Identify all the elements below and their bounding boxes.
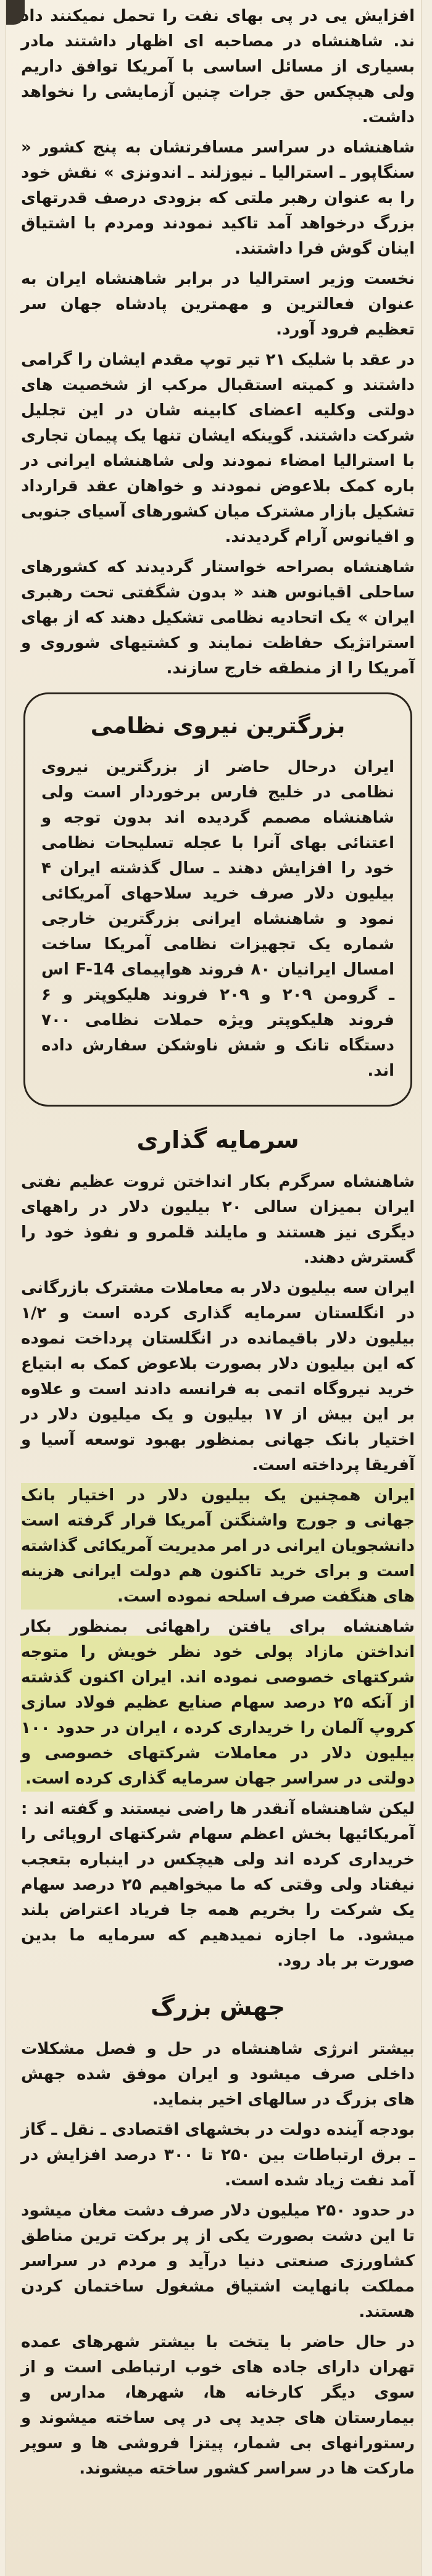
paragraph: نخست وزیر استرالیا در برابر شاهنشاه ایران به عنوان فعالترین و مهمترین پادشاه جهان سر تعظیم فرود آورد. [21,270,415,339]
intro-section [21,0,415,681]
newspaper-clipping [6,0,421,2576]
big-leap-section [21,1988,415,2482]
paragraph: بودجه آینده دولت در بخشهای اقتصادی ـ نقل ـ گاز ـ برق ارتباطات بین ۲۵۰ تا ۳۰۰ درصد افزایش در آمد نفت زیاد شده است. [21,2121,415,2190]
paragraph: ایران درحال حاضر از بزرگترین نیروی نظامی در خلیج فارس برخوردار است ولی شاهنشاه مصمم گردیده اند بدون توجه و اعتنائی بهای آنرا با عجله تسلیحات نظامی خود را افزایش دهند ـ سال گذشته ایران ۴ بیلیون دلار صرف خرید سلاحهای آمریکائی نمود و شاهنشاه ایرانی بزرگترین خارجی شماره یک تجهیزات نظامی آمریکا ساخت امسال ایرانیان ۸۰ فروند هواپیمای F-14 اس ـ گرومن ۲۰۹ و ۲۰۹ فروند هلیکوپتر و ۶ فروند هلیکوپتر ویژه حملات نظامی ۷۰۰ دستگاه تانک و شش ناوشکن سفارش داده اند. [41,758,395,1080]
paragraph: شاهنشاه سرگرم بکار انداختن ثروت عظیم نفتی ایران بمیزان سالی ۲۰ بیلیون دلار در راههای دیگری نیز هستند و مایلند قلمرو و نفوذ خود را گسترش دهند. [21,1173,415,1267]
paragraph: بیشتر انرژی شاهنشاه در حل و فصل مشکلات داخلی صرف میشود و ایران موفق شده جهش های بزرگ در سالهای اخیر بنماید. [21,2040,415,2109]
section-heading: بزرگترین نیروی نظامی [90,713,346,739]
paragraph: شاهنشاه در سراسر مسافرتشان به پنج کشور « سنگاپور ـ استرالیا ـ نیوزلند ـ اندونزی » نقش خود را به عنوان رهبر ملتی که بزودی درصف قدرتهای بزرگ درخواهد آمد تاکید نمودند ومردم با اشتیاق اینان گوش فرا داشتند. [21,138,415,258]
section-heading: سرمایه گذاری [136,1126,299,1153]
paragraph: در عقد با شلیک ۲۱ تیر توپ مقدم ایشان را گرامی داشتند و کمیته استقبال مرکب از شخصیت های دولتی وکلیه اعضای کابینه شان در این تجلیل شرکت داشتند. گوینکه ایشان تنها یک پیمان تجاری با استرالیا امضاء نمودند ولی شاهنشاه ایرانی در باره کمک بلاعوض نمودند و خواهان عقد قرارداد تشکیل بازار مشترک میان کشورهای آسیای جنوبی و اقیانوس آرام گردیدند. [21,351,415,546]
paragraph: شاهنشاه برای یافتن راههائی بمنظور بکار انداختن مازاد پولی خود نظر خویش را متوجه شرکتهای خصوصی نموده اند. ایران اکنون گذشته از آنکه ۲۵ درصد سهام صنایع عظیم فولاد سازی کروپ آلمان را خریداری کرده ، ایران در حدود ۱۰۰ بیلیون دلار در معاملات شرکتهای خصوصی و دولتی در سراسر جهان سرمایه گذاری کرده است. [21,1614,415,1792]
paragraph: در حال حاضر با یتخت با بیشتر شهرهای عمده تهران دارای جاده های خوب ارتباطی است و از سوی دیگر کارخانه ها، شهرها، مدارس و بیمارستان های جدید پی در پی ساخته میشوند و رستورانهای بی شمار، پیتزا فروشی ها و سوپر مارکت ها در سراسر کشور ساخته میشوند. [21,2333,415,2478]
paragraph: شاهنشاه بصراحه خواستار گردیدند که کشورهای ساحلی اقیانوس هند « بدون شگفتی تحت رهبری ایران » یک اتحادیه نظامی تشکیل دهند که از بهای استراتژیک حفاظت نمایند و کشتیهای شوروی و آمریکا را از منطقه خارج سازند. [21,558,415,678]
section-heading: جهش بزرگ [150,1993,286,2021]
investment-section [21,1121,415,1974]
paragraph: ایران همچنین یک بیلیون دلار در اختیار بانک جهانی و جورج واشنگتن آمریکا قرار گرفته است دانشجویان ایرانی در امر مدیریت آمریکائی گذاشته است و برای خرید تاکنون هم دولت ایرانی هزینه های هنگفت صرف اسلحه نموده است. [21,1483,415,1610]
paragraph: در حدود ۲۵۰ میلیون دلار صرف دشت مغان میشود تا این دشت بصورت یکی از پر برکت ترین مناطق کشاورزی صنعتی دنیا درآید و مردم در سراسر مملکت بانهایت اشتیاق مشغول ساختمان کردن هستند. [21,2201,415,2321]
paragraph: افزایش یی در پی بهای نفت را تحمل نمیکنند داد ند. شاهنشاه در مصاحبه ای اظهار داشتند مادر بسیاری از مسائل اساسی با آمریکا توافق داریم ولی هیچکس حق جرات چنین آزمایشی را نخواهد داشت. [21,7,415,127]
paragraph: لیکن شاهنشاه آنقدر ها راضی نیستند و گفته اند : آمریکائیها بخش اعظم سهام شرکتهای اروپائی را خریداری کرده اند ولی هیچکس در اینباره بتعجب نیفتاد ولی وقتی که ما میخواهیم ۲۵ درصد سهام یک شرکت را بخریم همه جا فریاد اعتراض بلند میشود. ما اجازه نمیدهیم که سرمایه ما بدین صورت بر باد رود. [21,1800,415,1970]
military-box [23,692,412,1107]
article-column [21,0,415,2487]
paragraph: ایران سه بیلیون دلار به معاملات مشترک بازرگانی در انگلستان سرمایه گذاری کرده است و ۱/۲ بیلیون دلار باقیمانده در انگلستان پرداخت نموده که این بیلیون دلار بصورت بلاعوض کمک به ابتیاع خرید نیروگاه اتمی به فرانسه دادند است و علاوه بر این بیش از ۱۷ بیلیون و یک میلیون دلار در اختیار بانک جهانی بمنظور بهبود توسعه آسیا و آفریقا پرداخته است. [21,1279,415,1474]
